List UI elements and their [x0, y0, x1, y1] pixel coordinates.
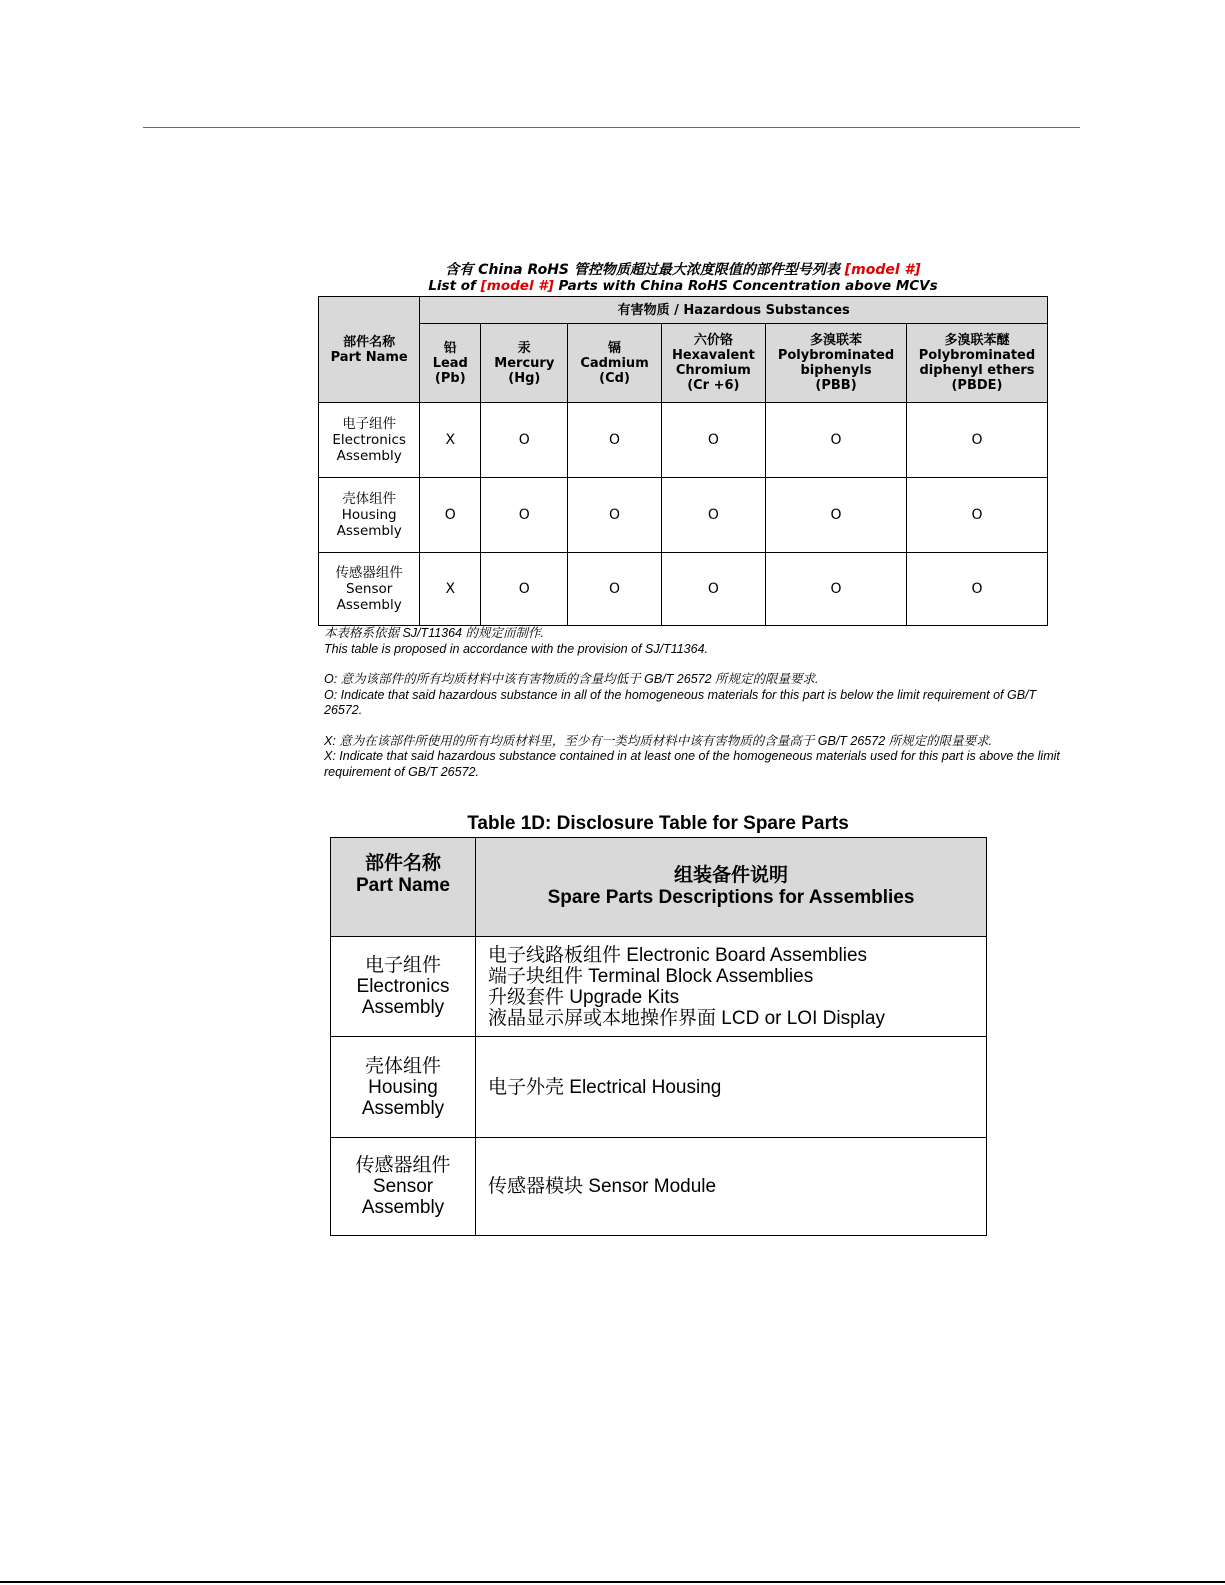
part-name-header: 部件名称 Part Name [319, 297, 420, 403]
substance-value: O [766, 403, 907, 478]
spare-part-name: 壳体组件 Housing Assembly [331, 1037, 476, 1138]
footer-rule [0, 1581, 1225, 1583]
spare-parts-table [330, 837, 987, 1236]
header-rule [143, 127, 1080, 128]
part-name-cell: 壳体组件 Housing Assembly [319, 478, 420, 553]
substance-value: O [906, 403, 1047, 478]
substance-value: O [568, 403, 661, 478]
note-basis-cn: 本表格系依据 SJ/T11364 的规定而制作. [324, 626, 544, 640]
substance-header: 铅 Lead (Pb) [420, 324, 481, 403]
spare-part-description: 电子外壳 Electrical Housing [476, 1037, 987, 1138]
substance-value: O [661, 478, 765, 553]
title-model-en: [model #] [480, 278, 554, 294]
title-en-suffix: Parts with China RoHS Concentration above MCVs [558, 278, 938, 294]
substance-header: 汞 Mercury (Hg) [481, 324, 568, 403]
spare-part-name-header: 部件名称 Part Name [331, 838, 476, 937]
note-o-en: O: Indicate that said hazardous substance in all of the homogeneous materials for this part is below the limit requirement of GB/T 26572. [324, 687, 1037, 717]
table-row [331, 1138, 987, 1236]
substance-value: O [481, 478, 568, 553]
table-row [331, 937, 987, 1037]
substance-value: X [420, 553, 481, 626]
table-row [319, 403, 1048, 478]
substance-value: O [420, 478, 481, 553]
substance-header: 多溴联苯 Polybrominated biphenyls (PBB) [766, 324, 907, 403]
substance-value: O [766, 478, 907, 553]
spare-desc-header: 组装备件说明 Spare Parts Descriptions for Assemblies [476, 838, 987, 937]
spare-part-name: 传感器组件 Sensor Assembly [331, 1138, 476, 1236]
table-row [319, 553, 1048, 626]
substance-value: X [420, 403, 481, 478]
substance-value: O [661, 403, 765, 478]
title-model-cn: [model #] [844, 262, 921, 278]
substance-value: O [481, 403, 568, 478]
spare-part-description: 电子线路板组件 Electronic Board Assemblies 端子块组件 Terminal Block Assemblies 升级套件 Upgrade Kits 液晶显示屏或本地操作界面 LCD or LOI Display [476, 937, 987, 1037]
spare-part-name: 电子组件 Electronics Assembly [331, 937, 476, 1037]
substance-header: 镉 Cadmium (Cd) [568, 324, 661, 403]
rohs-table-title [318, 262, 1048, 294]
substance-value: O [481, 553, 568, 626]
note-x-en: X: Indicate that said hazardous substance contained in at least one of the homogeneous materials used for this part is above the limit requirement of GB/T 26572. [324, 749, 1060, 779]
note-basis-en: This table is proposed in accordance with the provision of SJ/T11364. [324, 641, 709, 656]
title-cn: 含有 China RoHS 管控物质超过最大浓度限值的部件型号列表 [445, 262, 840, 278]
substance-header: 六价铬 Hexavalent Chromium (Cr +6) [661, 324, 765, 403]
hazardous-substances-header: 有害物质 / Hazardous Substances [420, 297, 1048, 324]
substance-value: O [661, 553, 765, 626]
table-row [331, 1037, 987, 1138]
note-x-cn: X: 意为在该部件所使用的所有均质材料里，至少有一类均质材料中该有害物质的含量高于 GB/T 26572 所规定的限量要求. [324, 733, 993, 748]
substance-value: O [568, 553, 661, 626]
substance-value: O [906, 553, 1047, 626]
title-en-prefix: List of [428, 278, 476, 294]
substance-value: O [568, 478, 661, 553]
substance-header: 多溴联苯醚 Polybrominated diphenyl ethers (PBDE) [906, 324, 1047, 403]
substance-value: O [906, 478, 1047, 553]
note-o-cn: O: 意为该部件的所有均质材料中该有害物质的含量均低于 GB/T 26572 所规定的限量要求. [324, 672, 819, 686]
spare-parts-table-title: Table 1D: Disclosure Table for Spare Parts [467, 813, 849, 834]
part-name-cell: 电子组件 Electronics Assembly [319, 403, 420, 478]
spare-part-description: 传感器模块 Sensor Module [476, 1138, 987, 1236]
part-name-cell: 传感器组件 Sensor Assembly [319, 553, 420, 626]
table-row [319, 478, 1048, 553]
substance-value: O [766, 553, 907, 626]
hazardous-substances-table [318, 296, 1048, 626]
table-notes [324, 626, 1074, 780]
